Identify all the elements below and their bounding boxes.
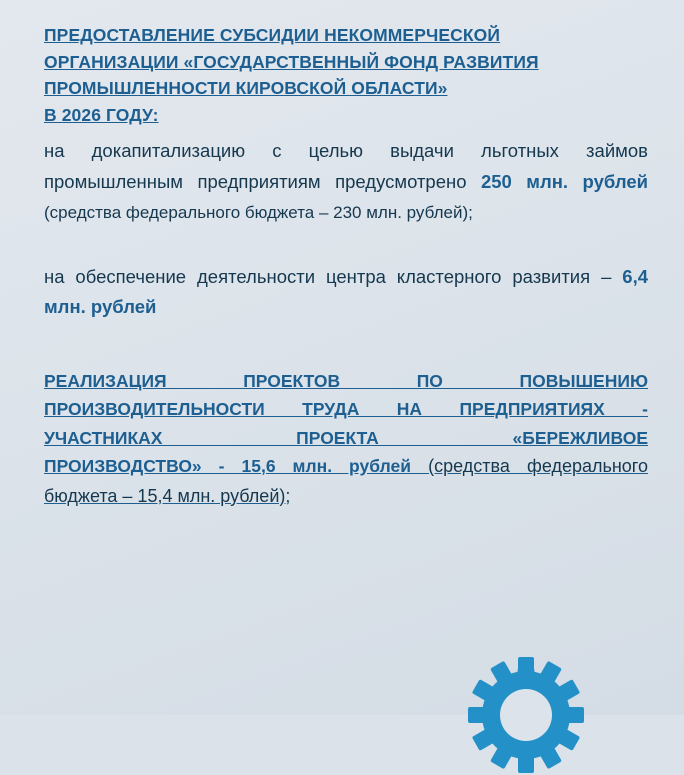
- spacer-1: [44, 128, 648, 136]
- spacer-3: [44, 323, 648, 367]
- paragraph-2-text-before: на обеспечение деятельности центра кластерного развития –: [44, 265, 623, 287]
- section-heading-amount: 15,6 млн. рублей: [241, 455, 411, 476]
- section-heading-line-4: [44, 452, 648, 511]
- section-heading-productivity: [44, 367, 648, 511]
- section-heading-line-3: УЧАСТНИКАХ ПРОЕКТА «БЕРЕЖЛИВОЕ: [44, 427, 648, 448]
- section-heading-line-1: РЕАЛИЗАЦИЯ ПРОЕКТОВ ПО ПОВЫШЕНИЮ: [44, 370, 648, 391]
- paragraph-1-amount: 250 млн. рублей: [480, 170, 648, 192]
- slide-title-line-2: ОРГАНИЗАЦИИ «ГОСУДАРСТВЕННЫЙ ФОНД РАЗВИТИЯ: [44, 51, 539, 72]
- slide-title-line-4: В 2026 ГОДУ:: [44, 104, 159, 125]
- paragraph-1-text-after: (средства федерального бюджета – 230 млн. рублей);: [44, 203, 473, 223]
- paragraph-2-amount: 6,4 млн. рублей: [44, 265, 648, 318]
- section-heading-tail: (средства федерального бюджета – 15,4 млн. рублей);: [44, 455, 648, 506]
- paragraph-cluster-center: [44, 262, 648, 323]
- slide-content: [44, 22, 648, 511]
- slide-title-line-3: ПРОМЫШЛЕННОСТИ КИРОВСКОЙ ОБЛАСТИ»: [44, 78, 448, 99]
- slide-title: [44, 22, 648, 128]
- paragraph-1-text-before: на докапитализацию с целью выдачи льготных займов промышленным предприятиям предусмотрено: [44, 140, 648, 192]
- section-heading-line-4-text: ПРОИЗВОДСТВО» -: [44, 455, 242, 476]
- gear-icon: [466, 655, 586, 775]
- section-heading-line-2: ПРОИЗВОДИТЕЛЬНОСТИ ТРУДА НА ПРЕДПРИЯТИЯХ -: [44, 399, 648, 420]
- spacer-2: [44, 228, 648, 262]
- paragraph-recapitalization: [44, 136, 648, 228]
- slide-title-line-1: ПРЕДОСТАВЛЕНИЕ СУБСИДИИ НЕКОММЕРЧЕСКОЙ: [44, 25, 501, 45]
